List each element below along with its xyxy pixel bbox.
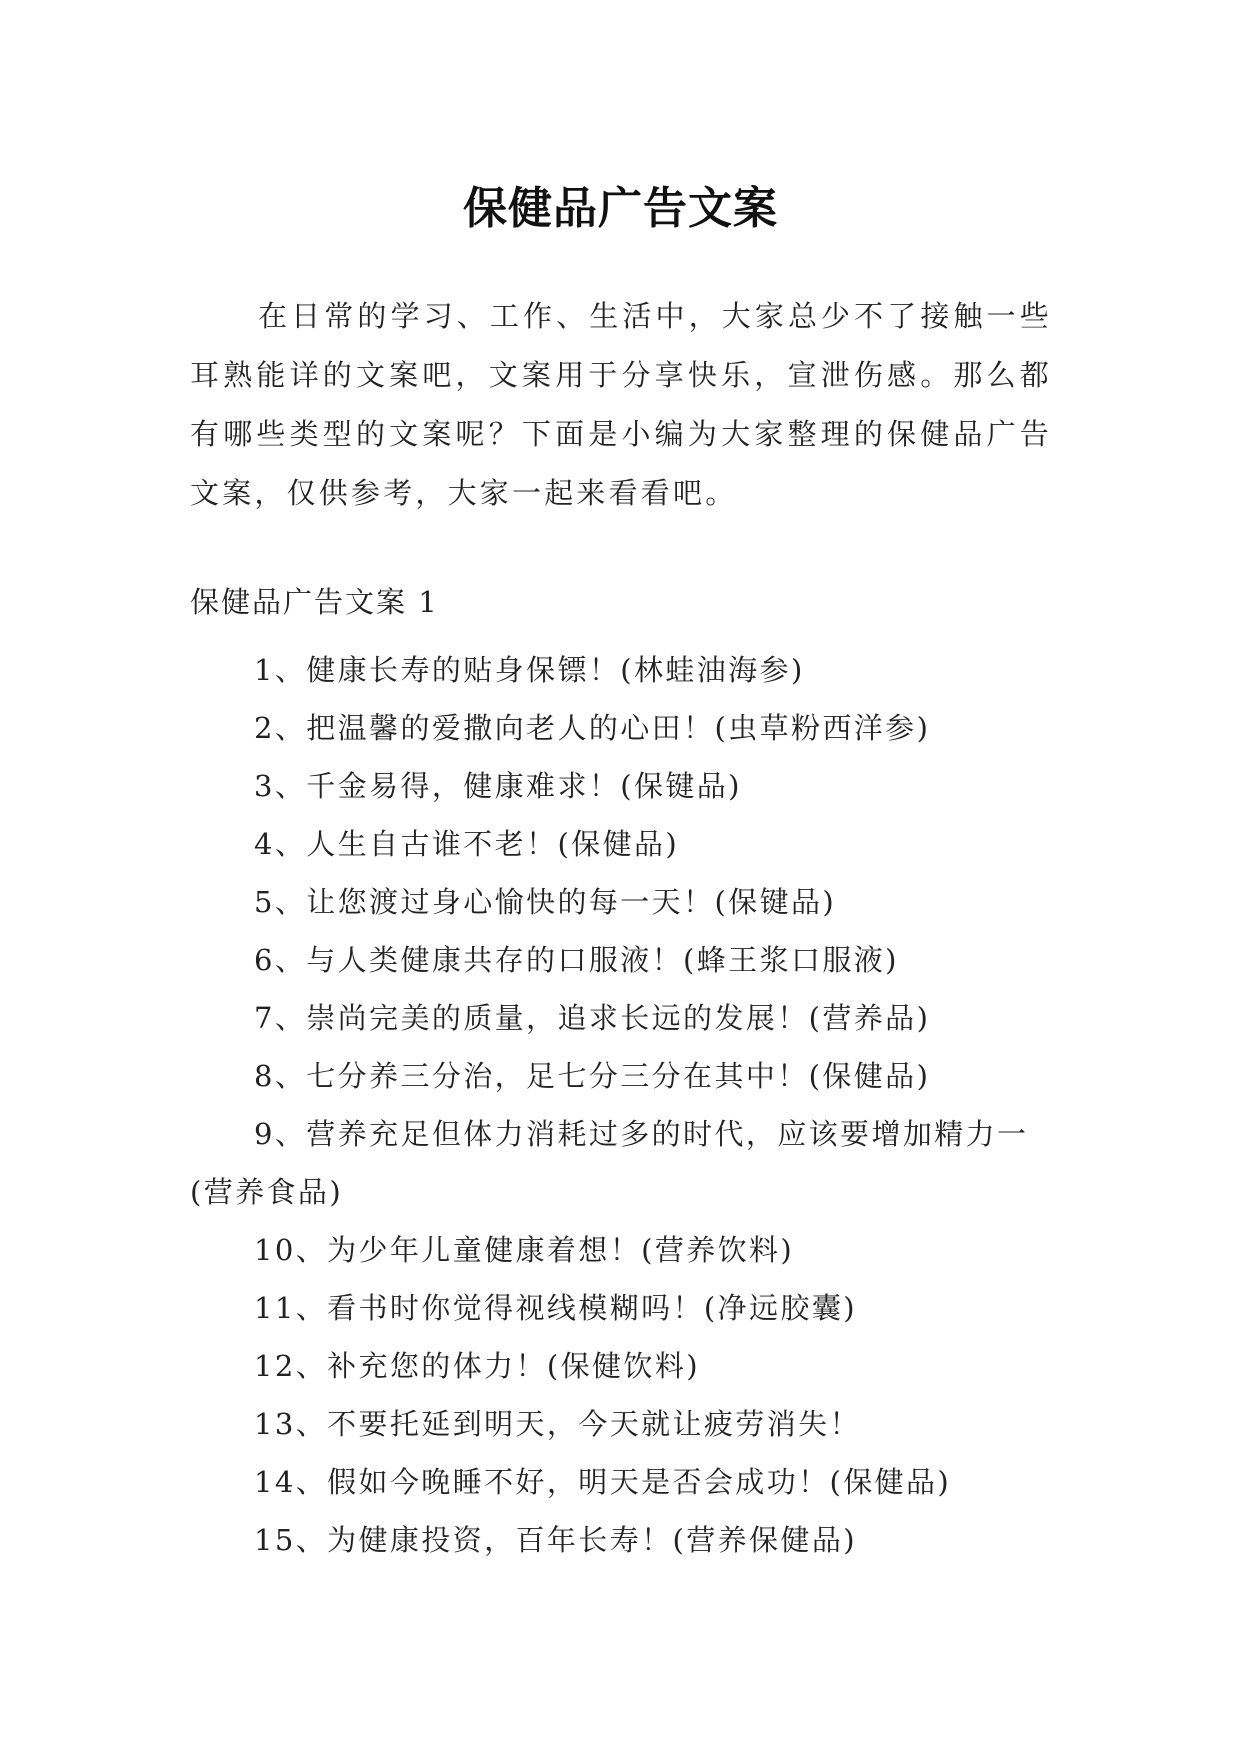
list-item: 1、健康长寿的贴身保镖！(林蛙油海参) — [254, 653, 805, 687]
list-item: 13、不要托延到明天，今天就让疲劳消失！ — [254, 1407, 861, 1441]
list-item: 8、七分养三分治，足七分三分在其中！(保健品) — [254, 1059, 931, 1093]
list-item: 3、千金易得，健康难求！(保键品) — [254, 769, 742, 803]
list-item: 12、补充您的体力！(保健饮料) — [254, 1349, 700, 1383]
list-item: 14、假如今晚睡不好，明天是否会成功！(保健品) — [254, 1465, 952, 1499]
page-title: 保健品广告文案 — [463, 183, 778, 235]
list-item: 6、与人类健康共存的口服液！(蜂王浆口服液) — [254, 943, 899, 977]
list-item: 15、为健康投资，百年长寿！(营养保健品) — [254, 1523, 857, 1557]
intro-paragraph: 在日常的学习、工作、生活中，大家总少不了接触一些耳熟能详的文案吧，文案用于分享快乐，宣泄伤感。那么都有哪些类型的文案呢？下面是小编为大家整理的保健品广告文案，仅供参考，大家一起来看看吧。 — [190, 299, 1052, 510]
list-item: 11、看书时你觉得视线模糊吗！(净远胶囊) — [254, 1291, 857, 1325]
list-item: 4、人生自古谁不老！(保健品) — [254, 827, 680, 861]
list-item: 9、营养充足但体力消耗过多的时代，应该要增加精力一(营养食品) — [190, 1117, 1029, 1209]
list-item: 7、崇尚完美的质量，追求长远的发展！(营养品) — [254, 1001, 931, 1035]
slogan-list — [190, 641, 1052, 1569]
section-heading: 保健品广告文案 1 — [190, 585, 439, 619]
list-item: 5、让您渡过身心愉快的每一天！(保键品) — [254, 885, 837, 919]
list-item: 10、为少年儿童健康着想！(营养饮料) — [254, 1233, 795, 1267]
list-item: 2、把温馨的爱撒向老人的心田！(虫草粉西洋参) — [254, 711, 931, 745]
